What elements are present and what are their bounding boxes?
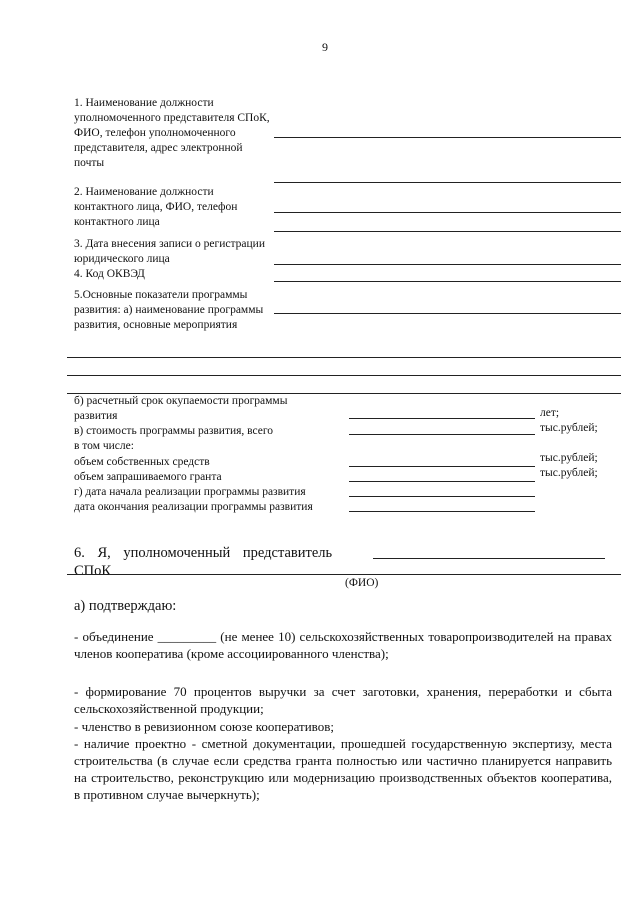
grant-line[interactable]: [349, 481, 535, 482]
fill-line-1b[interactable]: [274, 182, 621, 183]
section-6-heading: 6. Я, уполномоченный представитель СПоК: [74, 545, 333, 579]
confirm-label: а) подтверждаю:: [74, 598, 177, 614]
representative-line[interactable]: [373, 558, 605, 559]
bullet-1: - объединение _________ (не менее 10) сельскохозяйственных товаропроизводителей на правах членов кооператива (кроме ассоциированного членства);: [74, 629, 612, 661]
payback-line[interactable]: [349, 418, 535, 419]
grant-label: объем запрашиваемого гранта: [74, 471, 222, 483]
payback-label: б) расчетный срок окупаемости программы развития: [74, 395, 288, 422]
fill-line-5c[interactable]: [67, 375, 621, 376]
including-label: в том числе:: [74, 440, 134, 452]
own-funds-label: объем собственных средств: [74, 456, 210, 468]
grant-unit: тыс.рублей;: [540, 467, 598, 479]
item-2-label: 2. Наименование должности контактного лица, ФИО, телефон контактного лица: [74, 186, 238, 228]
bullet-2: - формирование 70 процентов выручки за счет заготовки, хранения, переработки и сбыта сельскохозяйственной продукции;: [74, 684, 612, 716]
item-3-label: 3. Дата внесения записи о регистрации юридического лица: [74, 238, 265, 265]
fill-line-4[interactable]: [274, 281, 621, 282]
own-funds-unit: тыс.рублей;: [540, 452, 598, 464]
item-1-label: 1. Наименование должности уполномоченного представителя СПоК, ФИО, телефон уполномоченного представителя, адрес электронной почты: [74, 97, 270, 169]
fio-line[interactable]: [67, 574, 621, 575]
item-4-label: 4. Код ОКВЭД: [74, 268, 145, 280]
fill-line-2a[interactable]: [274, 212, 621, 213]
start-date-line[interactable]: [349, 496, 535, 497]
fill-line-5a[interactable]: [274, 313, 621, 314]
item-5-label: 5.Основные показатели программы развития: а) наименование программы развития, основные мероприятия: [74, 289, 264, 331]
fill-line-3[interactable]: [274, 264, 621, 265]
fio-caption: (ФИО): [345, 577, 379, 589]
end-date-label: дата окончания реализации программы развития: [74, 501, 313, 513]
cost-unit: тыс.рублей;: [540, 422, 598, 434]
fill-line-2b[interactable]: [274, 231, 621, 232]
cost-line[interactable]: [349, 434, 535, 435]
page-number: 9: [322, 40, 328, 54]
end-date-line[interactable]: [349, 511, 535, 512]
start-date-label: г) дата начала реализации программы развития: [74, 486, 306, 498]
own-funds-line[interactable]: [349, 466, 535, 467]
bullet-4: - наличие проектно - сметной документации, прошедшей государственную экспертизу, места строительства (в случае если средства гранта полностью или частично планируется направить на строительство, реконструкцию или модернизацию производственных объектов кооператива, в противном случае вычеркнуть);: [74, 736, 612, 802]
cost-label: в) стоимость программы развития, всего: [74, 425, 274, 437]
fill-line-5b[interactable]: [67, 357, 621, 358]
fill-line-1a[interactable]: [274, 137, 621, 138]
bullet-3: - членство в ревизионном союзе кооперативов;: [74, 719, 334, 734]
payback-unit: лет;: [540, 407, 560, 419]
